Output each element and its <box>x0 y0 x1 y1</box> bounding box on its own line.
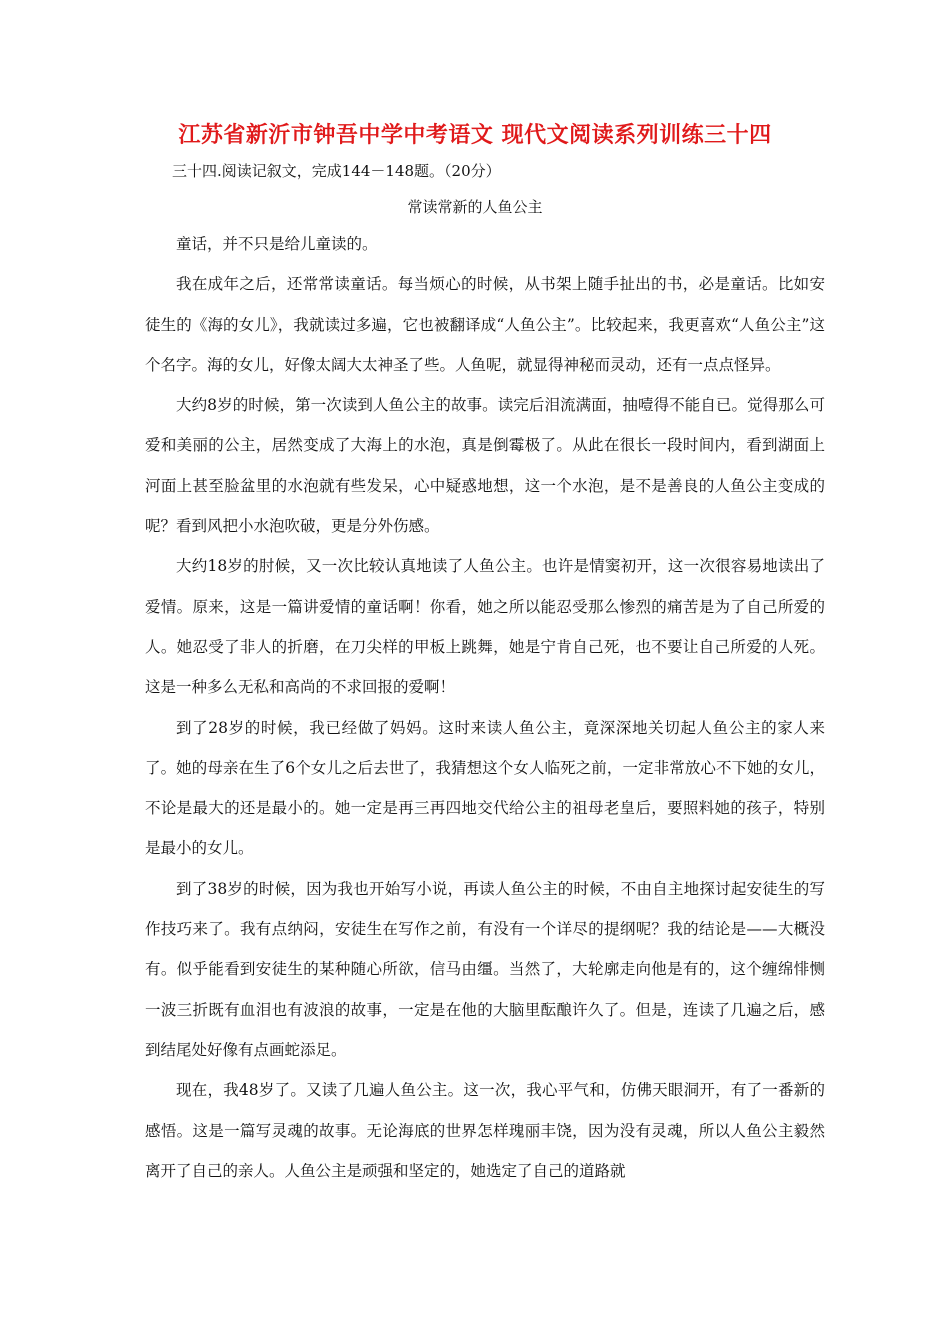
article-body <box>145 224 825 1191</box>
paragraph-2: 我在成年之后，还常常读童话。每当烦心的时候，从书架上随手扯出的书，必是童话。比如安徒生的《海的女儿》，我就读过多遍，它也被翻译成“人鱼公主”。比较起来，我更喜欢“人鱼公主”这个名字。海的女儿，好像太阔大太神圣了些。人鱼呢，就显得神秘而灵动，还有一点点怪异。 <box>145 275 825 374</box>
document-title: 江苏省新沂市钟吾中学中考语文 现代文阅读系列训练三十四 <box>178 122 772 148</box>
paragraph-4: 大约18岁的肘候，又一次比较认真地读了人鱼公主。也许是情窦初开，这一次很容易地读出了爱情。原来，这是一篇讲爱情的童话啊！你看，她之所以能忍受那么惨烈的痛苦是为了自己所爱的人。她忍受了非人的折磨，在刀尖样的甲板上跳舞，她是宁肯自己死，也不要让自己所爱的人死。这是一种多么无私和高尚的不求回报的爱啊！ <box>145 557 825 697</box>
paragraph-6: 到了38岁的时候，因为我也开始写小说，再读人鱼公主的时候，不由自主地探讨起安徒生的写作技巧来了。我有点纳闷，安徒生在写作之前，有没有一个详尽的提纲呢？我的结论是——大概没有。似乎能看到安徒生的某种随心所欲，信马由缰。当然了，大轮廓走向他是有的，这个缠绵悱恻一波三折既有血泪也有波浪的故事，一定是在他的大脑里酝酿许久了。但是，连读了几遍之后，感到结尾处好像有点画蛇添足。 <box>145 879 825 1059</box>
article-title: 常读常新的人鱼公主 <box>407 198 543 216</box>
paragraph-1: 童话，并不只是给儿童读的。 <box>176 235 378 253</box>
paragraph-7: 现在，我48岁了。又读了几遍人鱼公主。这一次，我心平气和，仿佛天眼洞开，有了一番新的感悟。这是一篇写灵魂的故事。无论海底的世界怎样瑰丽丰饶，因为没有灵魂，所以人鱼公主毅然离开了自己的亲人。人鱼公主是顽强和坚定的，她选定了自己的道路就 <box>145 1081 825 1180</box>
paragraph-5: 到了28岁的时候，我已经做了妈妈。这时来读人鱼公主，竟深深地关切起人鱼公主的家人来了。她的母亲在生了6个女儿之后去世了，我猜想这个女人临死之前，一定非常放心不下她的女儿，不论是最大的还是最小的。她一定是再三再四地交代给公主的祖母老皇后，要照料她的孩子，特别是最小的女儿。 <box>145 718 825 858</box>
paragraph-3: 大约8岁的时候，第一次读到人鱼公主的故事。读完后泪流满面，抽噎得不能自已。觉得那么可爱和美丽的公主，居然变成了大海上的水泡，真是倒霉极了。从此在很长一段时间内，看到湖面上河面上甚至脸盆里的水泡就有些发呆，心中疑惑地想，这一个水泡，是不是善良的人鱼公主变成的呢？看到风把小水泡吹破，更是分外伤感。 <box>145 396 825 536</box>
question-instruction: 三十四.阅读记叙文，完成144－148题。（20分） <box>172 162 501 180</box>
